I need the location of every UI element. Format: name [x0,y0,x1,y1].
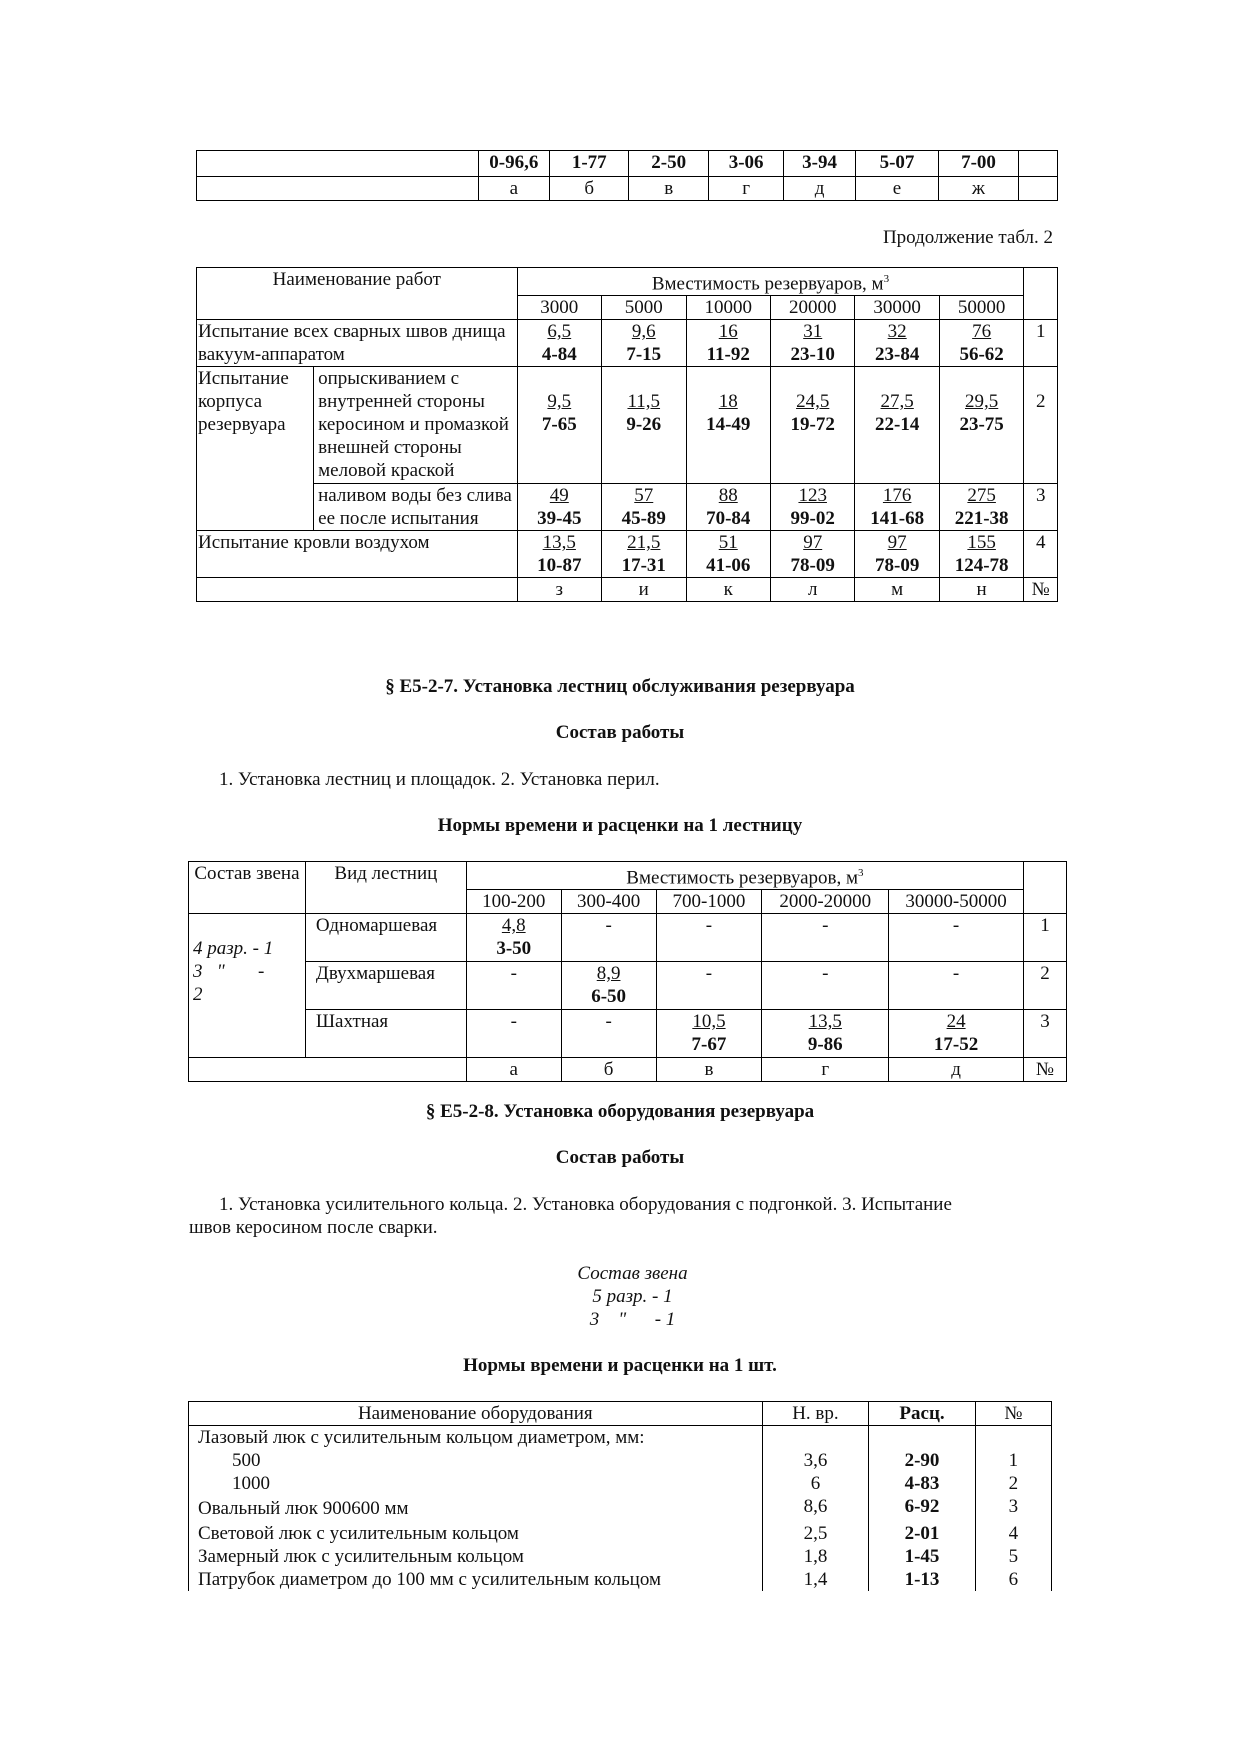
price-value: 124-78 [954,555,1009,577]
price-value: 7-65 [541,414,577,436]
range-header: 700-1000 [656,890,762,914]
value-cell [939,531,1023,578]
column-letter: л [770,578,854,602]
row-num: 4 [1024,531,1058,578]
value-cell [602,320,686,367]
price-value: 1-45 [904,1546,940,1567]
header-capacity [517,268,1024,296]
time-value: 9,6 [631,321,656,343]
table-4 [188,1401,1052,1591]
header-capacity-text: Вместимость резервуаров, м [626,867,859,889]
value-cell: - [656,962,762,1010]
value-cell: - [889,962,1024,1010]
crew-line: 4 разр. - 1 [193,938,274,960]
price-value: 56-62 [959,344,1004,366]
row-num: 2 [1024,367,1058,484]
top-letter: г [708,177,783,201]
top-table-empty-cell [1018,151,1057,177]
column-letter: д [889,1058,1024,1082]
crew-line: 3 " - [193,961,265,983]
value-cell [855,484,939,531]
header-name: Наименование оборудования [189,1402,763,1426]
top-value: 2-50 [629,151,708,177]
price-value: 2-90 [904,1450,940,1471]
time-value: 275 [967,485,996,507]
value-cell [770,484,854,531]
capacity-3000: 3000 [517,296,601,320]
crew-block [0,1262,1240,1331]
column-letter: з [517,578,601,602]
header-time: Н. вр. [762,1402,869,1426]
crew-cell [189,914,306,1058]
value-cell [466,914,561,962]
price-value: 39-45 [537,508,582,530]
top-letter: д [784,177,855,201]
top-value: 3-94 [784,151,855,177]
value-cell [656,1010,762,1058]
time-value: 176 [882,485,912,507]
time-value: 32 [887,321,907,343]
value-cell [686,531,770,578]
row-num: 2 [1008,1473,1019,1494]
price-value: 78-09 [875,555,920,577]
price-value: 41-06 [706,555,751,577]
range-header: 2000-20000 [762,890,889,914]
price-value: 6-50 [591,986,627,1008]
price-value: 221-38 [954,508,1009,530]
value-cell [602,484,686,531]
item-name: Световой люк с усилительным кольцом [198,1523,519,1544]
time-value: 88 [718,485,738,507]
column-letter: г [762,1058,889,1082]
value-cell: - [466,962,561,1010]
num-column [975,1426,1051,1592]
value-cell [770,320,854,367]
top-value: 0-96,6 [478,151,549,177]
time-value: 6,5 [547,321,572,343]
row-num: 1 [1024,320,1058,367]
price-value: 78-09 [790,555,835,577]
top-letter: а [478,177,549,201]
top-letter: е [855,177,938,201]
time-value: 29,5 [965,391,999,413]
top-value: 3-06 [708,151,783,177]
price-value: 4-84 [541,344,577,366]
price-value: 23-10 [790,344,835,366]
top-value: 7-00 [939,151,1018,177]
time-column [762,1426,869,1592]
header-num-empty [1023,862,1066,914]
price-value: 19-72 [790,414,835,436]
section-8-composition-line-1: 1. Установка усилительного кольца. 2. Установка оборудования с подгонкой. 3. Испытание [219,1194,952,1215]
column-letter: к [686,578,770,602]
time-value: 3,6 [803,1450,828,1471]
time-value: 1,4 [803,1569,828,1590]
row-num: 2 [1023,962,1066,1010]
value-cell: - [762,962,889,1010]
num-symbol: № [1023,1058,1066,1082]
value-cell: - [561,914,656,962]
value-cell: - [561,1010,656,1058]
header-crew: Состав звена [189,862,306,914]
column-letter: б [561,1058,656,1082]
row-num: 5 [1008,1546,1019,1567]
section-7-title: § Е5-2-7. Установка лестниц обслуживания резервуара [385,676,855,697]
time-value: 155 [967,532,996,554]
capacity-50000: 50000 [939,296,1023,320]
value-cell [686,367,770,484]
header-num: № [975,1402,1051,1426]
price-value: 23-75 [959,414,1004,436]
value-cell: - [466,1010,561,1058]
capacity-30000: 30000 [855,296,939,320]
capacity-5000: 5000 [602,296,686,320]
header-capacity [466,862,1023,890]
value-cell [686,484,770,531]
top-letter: в [629,177,708,201]
row-label: Испытание кровли воздухом [197,531,518,578]
price-value: 14-49 [706,414,751,436]
column-letter: в [656,1058,762,1082]
header-capacity-text: Вместимость резервуаров, м [651,273,884,295]
time-value: 4,8 [501,915,526,937]
top-table [196,150,1058,201]
price-value: 6-92 [904,1496,940,1517]
time-value: 16 [718,321,738,343]
price-value: 22-14 [875,414,920,436]
price-value: 4-83 [904,1473,940,1494]
item-name: 1000 [232,1473,270,1494]
value-cell [855,320,939,367]
column-letter: м [855,578,939,602]
table-3 [188,861,1067,1082]
price-column [869,1426,976,1592]
price-value: 1-13 [904,1569,940,1590]
group-label: Лазовый люк с усилительным кольцом диаметром, мм: [198,1427,645,1448]
row-num: 3 [1008,1496,1019,1517]
price-value: 7-15 [626,344,662,366]
section-8-title: § Е5-2-8. Установка оборудования резервуара [425,1101,815,1122]
time-value: 57 [634,485,654,507]
price-value: 99-02 [790,508,835,530]
price-value: 17-31 [621,555,666,577]
header-num-empty [1024,268,1058,320]
time-value: 123 [798,485,827,507]
value-cell [770,531,854,578]
value-cell [762,1010,889,1058]
value-cell [855,367,939,484]
ladder-type: Шахтная [305,1010,466,1058]
crew-line: 2 [193,984,203,1006]
item-name: Замерный люк с усилительным кольцом [198,1546,524,1567]
header-capacity-sup: 3 [883,273,890,285]
time-value: 97 [887,532,907,554]
value-cell [517,320,601,367]
crew-line: 5 разр. - 1 [592,1286,673,1307]
capacity-10000: 10000 [686,296,770,320]
range-header: 300-400 [561,890,656,914]
letters-empty [189,1058,467,1082]
column-letter: н [939,578,1023,602]
value-cell [517,484,601,531]
time-value: 13,5 [808,1011,842,1033]
section-7-norms-title: Нормы времени и расценки на 1 лестницу [437,815,803,836]
time-value: 10,5 [692,1011,726,1033]
value-cell [889,1010,1024,1058]
top-table-empty-cell [197,151,479,177]
capacity-20000: 20000 [770,296,854,320]
value-cell: - [889,914,1024,962]
section-7-composition-title: Состав работы [555,722,685,743]
header-type: Вид лестниц [305,862,466,914]
price-value: 70-84 [706,508,751,530]
time-value: 13,5 [542,532,576,554]
price-value: 9-26 [626,414,662,436]
row-label: наливом воды без слива ее после испытания [314,484,517,531]
time-value: 8,6 [803,1496,828,1517]
price-value: 11-92 [706,344,750,366]
num-symbol: № [1024,578,1058,602]
ladder-type: Одномаршевая [305,914,466,962]
top-table-empty-cell [197,177,479,201]
value-cell [517,531,601,578]
letters-empty [197,578,518,602]
time-value: 11,5 [627,391,661,413]
value-cell [602,531,686,578]
table-2 [196,267,1058,602]
price-value: 17-52 [933,1034,979,1056]
time-value: 8,9 [596,963,621,985]
continuation-label: Продолжение табл. 2 [882,227,1053,248]
value-cell: - [762,914,889,962]
row-num: 3 [1024,484,1058,531]
time-value: 31 [803,321,823,343]
value-cell: - [656,914,762,962]
item-name: Овальный люк 900600 мм [198,1498,409,1519]
top-value: 1-77 [550,151,629,177]
header-price: Расц. [869,1402,976,1426]
top-letter: ж [939,177,1018,201]
time-value: 27,5 [880,391,914,413]
top-value: 5-07 [855,151,938,177]
time-value: 1,8 [803,1546,828,1567]
name-column [189,1426,763,1592]
value-cell [939,484,1023,531]
group-label: Испытание корпуса резервуара [197,367,314,531]
header-capacity-sup: 3 [858,867,864,879]
time-value: 76 [972,321,992,343]
price-value: 45-89 [621,508,666,530]
value-cell [686,320,770,367]
row-num: 3 [1023,1010,1066,1058]
price-value: 141-68 [870,508,925,530]
section-7-composition-text: 1. Установка лестниц и площадок. 2. Установка перил. [219,769,660,790]
time-value: 24,5 [796,391,830,413]
item-name: 500 [232,1450,261,1471]
price-value: 3-50 [496,938,532,960]
price-value: 7-67 [691,1034,727,1056]
price-value: 23-84 [875,344,920,366]
column-letter: а [466,1058,561,1082]
price-value: 9-86 [807,1034,843,1056]
time-value: 21,5 [627,532,661,554]
section-8-composition-title: Состав работы [555,1147,685,1168]
time-value: 49 [549,485,569,507]
time-value: 2,5 [803,1523,828,1544]
time-value: 9,5 [547,391,572,413]
price-value: 10-87 [537,555,582,577]
value-cell [770,367,854,484]
header-name: Наименование работ [197,268,518,320]
time-value: 97 [803,532,823,554]
row-num: 1 [1008,1450,1019,1471]
value-cell [939,320,1023,367]
row-label: опрыскиванием с внутренней стороны керосином и промазкой внешней стороны меловой краской [314,367,517,484]
top-letter: б [550,177,629,201]
row-num: 1 [1023,914,1066,962]
value-cell [517,367,601,484]
time-value: 24 [946,1011,966,1033]
price-value: 2-01 [904,1523,940,1544]
crew-line: 3 " - 1 [589,1309,676,1330]
range-header: 30000-50000 [889,890,1024,914]
value-cell [939,367,1023,484]
section-8-composition-line-2: швов керосином после сварки. [189,1217,438,1238]
time-value: 18 [718,391,738,413]
row-num: 6 [1008,1569,1019,1590]
range-header: 100-200 [466,890,561,914]
column-letter: и [602,578,686,602]
top-table-empty-cell [1018,177,1057,201]
ladder-type: Двухмаршевая [305,962,466,1010]
crew-title: Состав звена [577,1263,688,1284]
time-value: 51 [718,532,738,554]
time-value: 6 [810,1473,821,1494]
row-num: 4 [1008,1523,1019,1544]
section-8-norms-title: Нормы времени и расценки на 1 шт. [463,1355,777,1376]
value-cell [602,367,686,484]
value-cell [855,531,939,578]
item-name: Патрубок диаметром до 100 мм с усилительным кольцом [198,1569,661,1590]
value-cell [561,962,656,1010]
row-label: Испытание всех сварных швов днища вакуум-аппаратом [197,320,518,367]
